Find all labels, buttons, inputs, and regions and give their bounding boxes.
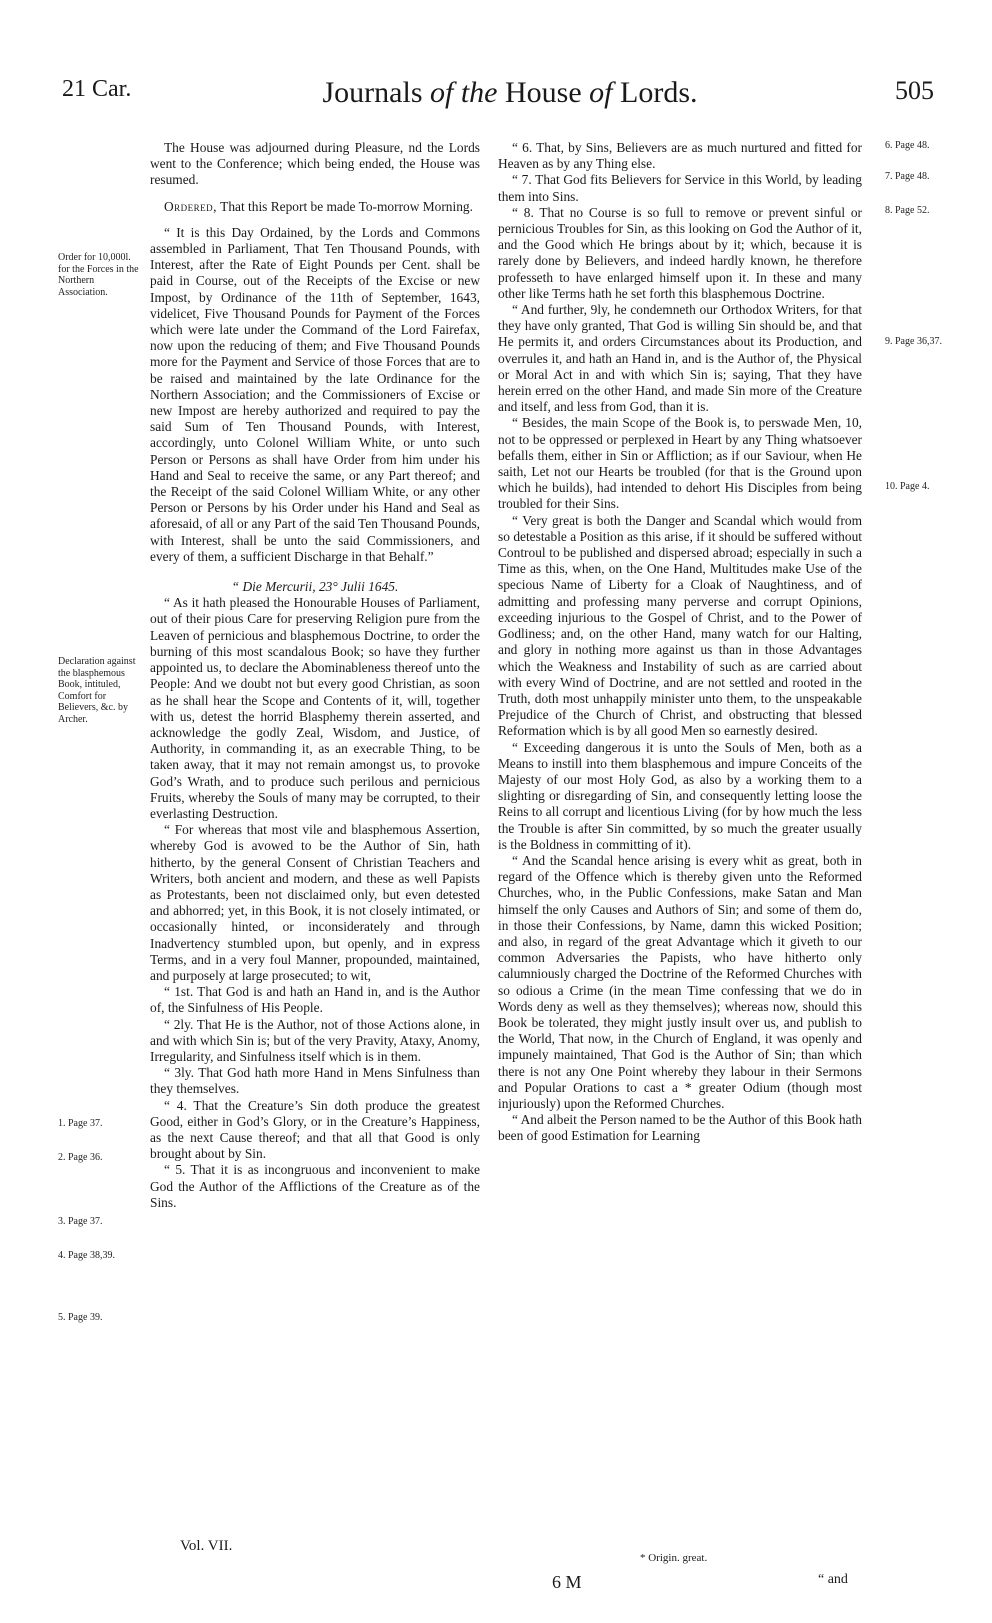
title-word-2: of the xyxy=(430,76,498,109)
paragraph-souls: “ Exceeding dangerous it is unto the Souls of Men, both as a Means to instill into them blasphemous and impure Conceits of the Majesty of our most Holy God, as also by a working them to a slighting or disregarding of Sin, and consequently letting loose the Reins to all corrupt and licentious Living (for by how much the less the Trouble is after Sin committed, by so much the greater usually is the Boldness in committing of it). xyxy=(498,739,862,852)
margin-note-page-8: 8. Page 52. xyxy=(885,205,930,216)
item-1: “ 1st. That God is and hath an Hand in, and is the Author of, the Sinfulness of His People. xyxy=(150,984,480,1016)
item-10: “ Besides, the main Scope of the Book is, to perswade Men, 10, not to be oppressed or perplexed in Heart by any Thing whatsoever befalls them, either in Sin or Affliction; as if our Saviour, when He saith, Let not our Hearts be troubled (for that is the Ground upon which he builds), had intended to dehort His Disciples from being troubled for their Sins. xyxy=(498,415,862,512)
footnote: * Origin. great. xyxy=(640,1552,708,1564)
margin-note-page-4: 4. Page 38,39. xyxy=(58,1250,115,1261)
date-heading: “ Die Mercurii, 23° Julii 1645. xyxy=(231,579,399,595)
title-word-1: Journals xyxy=(322,76,423,109)
margin-note-page-9: 9. Page 36,37. xyxy=(885,336,942,347)
item-3: “ 3ly. That God hath more Hand in Mens Sinfulness than they themselves. xyxy=(150,1065,480,1097)
left-column xyxy=(150,140,480,1211)
catchword: “ and xyxy=(818,1572,848,1587)
margin-note-declaration: Declaration against the blasphemous Book, intituled, Comfort for Believers, &c. by Archer. xyxy=(58,656,136,725)
paragraph-ordered: That this Report be made To-morrow Morning. xyxy=(220,198,473,214)
item-2: “ 2ly. That He is the Author, not of those Actions alone, in and with which Sin is; but of the very Pravity, Ataxy, Anomy, Irregularity, and Sinfulness itself which is in them. xyxy=(150,1016,480,1064)
paragraph-scandal: “ And the Scandal hence arising is every whit as great, both in regard of the Offence which is thereby given unto the Reformed Churches, who, in the Public Confessions, make Satan and Man himself the only Causes and Authors of Sin; and some of them do, in those their Confessions, by Name, damn this wicked Position; and also, in regard of the great Advantage which it giveth to our common Adversaries the Papists, who have hitherto only calumniously charged the Doctrine of the Reformed Churches with so odious a Crime (in the mean Time confessing that we do in Words deny as well as they themselves); whereas now, should this Book be tolerated, they might justly insult over us, and publish to the World, That now, in the Church of England, it was openly and impunely maintained, That God is the Author of Sin; than which there is not any One Point whereby they labour in their Sermons and Popular Orations to cast a * greater Odium (though most injuriously) upon the Reformed Churches. xyxy=(498,852,862,1111)
item-4: “ 4. That the Creature’s Sin doth produce the greatest Good, either in God’s Glory, or in the Creature’s Happiness, as the next Cause thereof; and that all that Good is only brought about by Sin. xyxy=(150,1097,480,1162)
item-8: “ 8. That no Course is so full to remove or prevent sinful or pernicious Troubles for Sin, as this looking on God the Author of it, and the Good which He brings about by it; which, because it is rarely done by Believers, and indeed hardly known, he therefore professeth to have enlarged himself upon it. In these and many other like Terms hath he set forth this blasphemous Doctrine. xyxy=(498,204,862,301)
title-word-3: House xyxy=(505,76,582,109)
item-5: “ 5. That it is as incongruous and inconvenient to make God the Author of the Afflictions of the Creature as of the Sins. xyxy=(150,1162,480,1210)
item-6: “ 6. That, by Sins, Believers are as much nurtured and fitted for Heaven as by any Thing else. xyxy=(498,140,862,172)
paragraph-author: “ And albeit the Person named to be the Author of this Book hath been of good Estimation for Learning xyxy=(498,1112,862,1144)
item-7: “ 7. That God fits Believers for Service in this World, by leading them into Sins. xyxy=(498,172,862,204)
margin-note-order: Order for 10,000l. for the Forces in the Northern Association. xyxy=(58,252,139,298)
paragraph-adjourned: The House was adjourned during Pleasure, nd the Lords went to the Conference; which being ended, the House was resumed. xyxy=(150,140,480,188)
paragraph-ordinance: “ It is this Day Ordained, by the Lords and Commons assembled in Parliament, That Ten Thousand Pounds, with Interest, after the Rate of Eight Pounds per Cent. shall be paid in Course, out of the Receipts of the Excise or new Impost, by Ordinance of the 11th of September, 1643, videlicet, Five Thousand Pounds for Payment of the Forces which were late under the Command of the Lord Fairefax, now upon the reducing of them; and Five Thousand Pounds more for the Payment and Service of those Forces that are to be raised and maintained by the late Ordinance for the Northern Association; and the Commissioners of Excise or new Impost are hereby authorized and required to pay the said Sum of Ten Thousand Pounds, with Interest, accordingly, unto Colonel William White, or unto such Person or Persons as shall have Order from him under his Hand and Seal to receive the same, or any Part thereof; and the Receipt of the said Colonel William White, or any other Person or Persons by his Order under his Hand and Seal as aforesaid, of all or any Part of the said Ten Thousand Pounds, with Interest, shall be unto the said Commissioners, and every of them, a sufficient Discharge in that Behalf.” xyxy=(150,224,480,564)
title-word-5: Lords. xyxy=(620,76,698,109)
margin-note-page-5: 5. Page 39. xyxy=(58,1312,103,1323)
volume-mark: Vol. VII. xyxy=(180,1538,233,1554)
margin-note-page-10: 10. Page 4. xyxy=(885,481,930,492)
paragraph-danger: “ Very great is both the Danger and Scandal which would from so detestable a Position as this arise, if it should be suffered without Controul to be published and dispersed abroad; especially in such a Time as this, when, on the One Hand, Multitudes make Use of the specious Name of Liberty for a Cloak of Naughtiness, and of admitting and professing many perverse and corrupt Opinions, exceeding injurious to the Gospel of Christ, and to the Power of Godliness; and, on the other Hand, many watch for our Halting, and glory in nothing more against us than in those Advantages which the Weakness and Instability of such as are carried about with every Wind of Doctrine, and are not settled and rooted in the Truth, doth most unhappily minister unto them, to the unspeakable Prejudice of the Church of Christ, and obstructing that blessed Reformation which is by all good Men so earnestly desired. xyxy=(498,512,862,739)
margin-note-page-7: 7. Page 48. xyxy=(885,171,930,182)
signature-mark: 6 M xyxy=(552,1572,582,1592)
running-head-reign: 21 Car. xyxy=(62,76,132,102)
item-9: “ And further, 9ly, he condemneth our Orthodox Writers, for that they have only granted, That God is willing Sin should be, and that He permits it, and orders Circumstances about its Production, and overrules it, and hath an Hand in, and is the Author of, the Physical or Moral Act in and with which Sin is; saying, That they have herein erred on the other Hand, and made Sin more of the Creature and itself, and less from God, than it is. xyxy=(498,302,862,415)
margin-note-page-6: 6. Page 48. xyxy=(885,140,930,151)
right-column xyxy=(498,140,862,1145)
ordered-lead: Ordered, xyxy=(164,198,218,214)
page-number: 505 xyxy=(895,76,934,105)
paragraph-assertion: “ For whereas that most vile and blasphemous Assertion, whereby God is avowed to be the Author of Sin, hath hitherto, by the general Consent of Christian Teachers and Writers, both ancient and modern, and these as well Papists as Protestants, been not disclaimed only, but even detested and abhorred; yet, in this Book, it is not closely intimated, or occasionally hinted, or inconsiderately and through Inadvertency stumbled upon, but openly, and in express Terms, and in a very foul Manner, propounded, maintained, and purposely at large prosecuted; to wit, xyxy=(150,822,480,983)
title-word-4: of xyxy=(589,76,613,109)
paragraph-declaration-intro: “ As it hath pleased the Honourable Houses of Parliament, out of their pious Care for preserving Religion pure from the Leaven of pernicious and blasphemous Doctrine, to order the burning of this most scandalous Book; so have they further appointed us, to declare the Abominableness thereof unto the People: And we doubt not but every good Christian, as soon as he shall hear the Scope and Contents of it, will, together with us, detest the horrid Blasphemy therein asserted, and acknowledge the godly Zeal, Wisdom, and Justice, of Authority, in commanding it, as an execrable Thing, to be taken away, that it may not remain amongst us, to provoke God’s Wrath, and to produce such perilous and pernicious Fruits, whereby the Souls of many may be corrupted, to their everlasting Destruction. xyxy=(150,595,480,821)
margin-note-page-3: 3. Page 37. xyxy=(58,1216,103,1227)
running-head-title xyxy=(250,76,770,126)
margin-note-page-2: 2. Page 36. xyxy=(58,1152,103,1163)
margin-note-page-1: 1. Page 37. xyxy=(58,1118,103,1129)
